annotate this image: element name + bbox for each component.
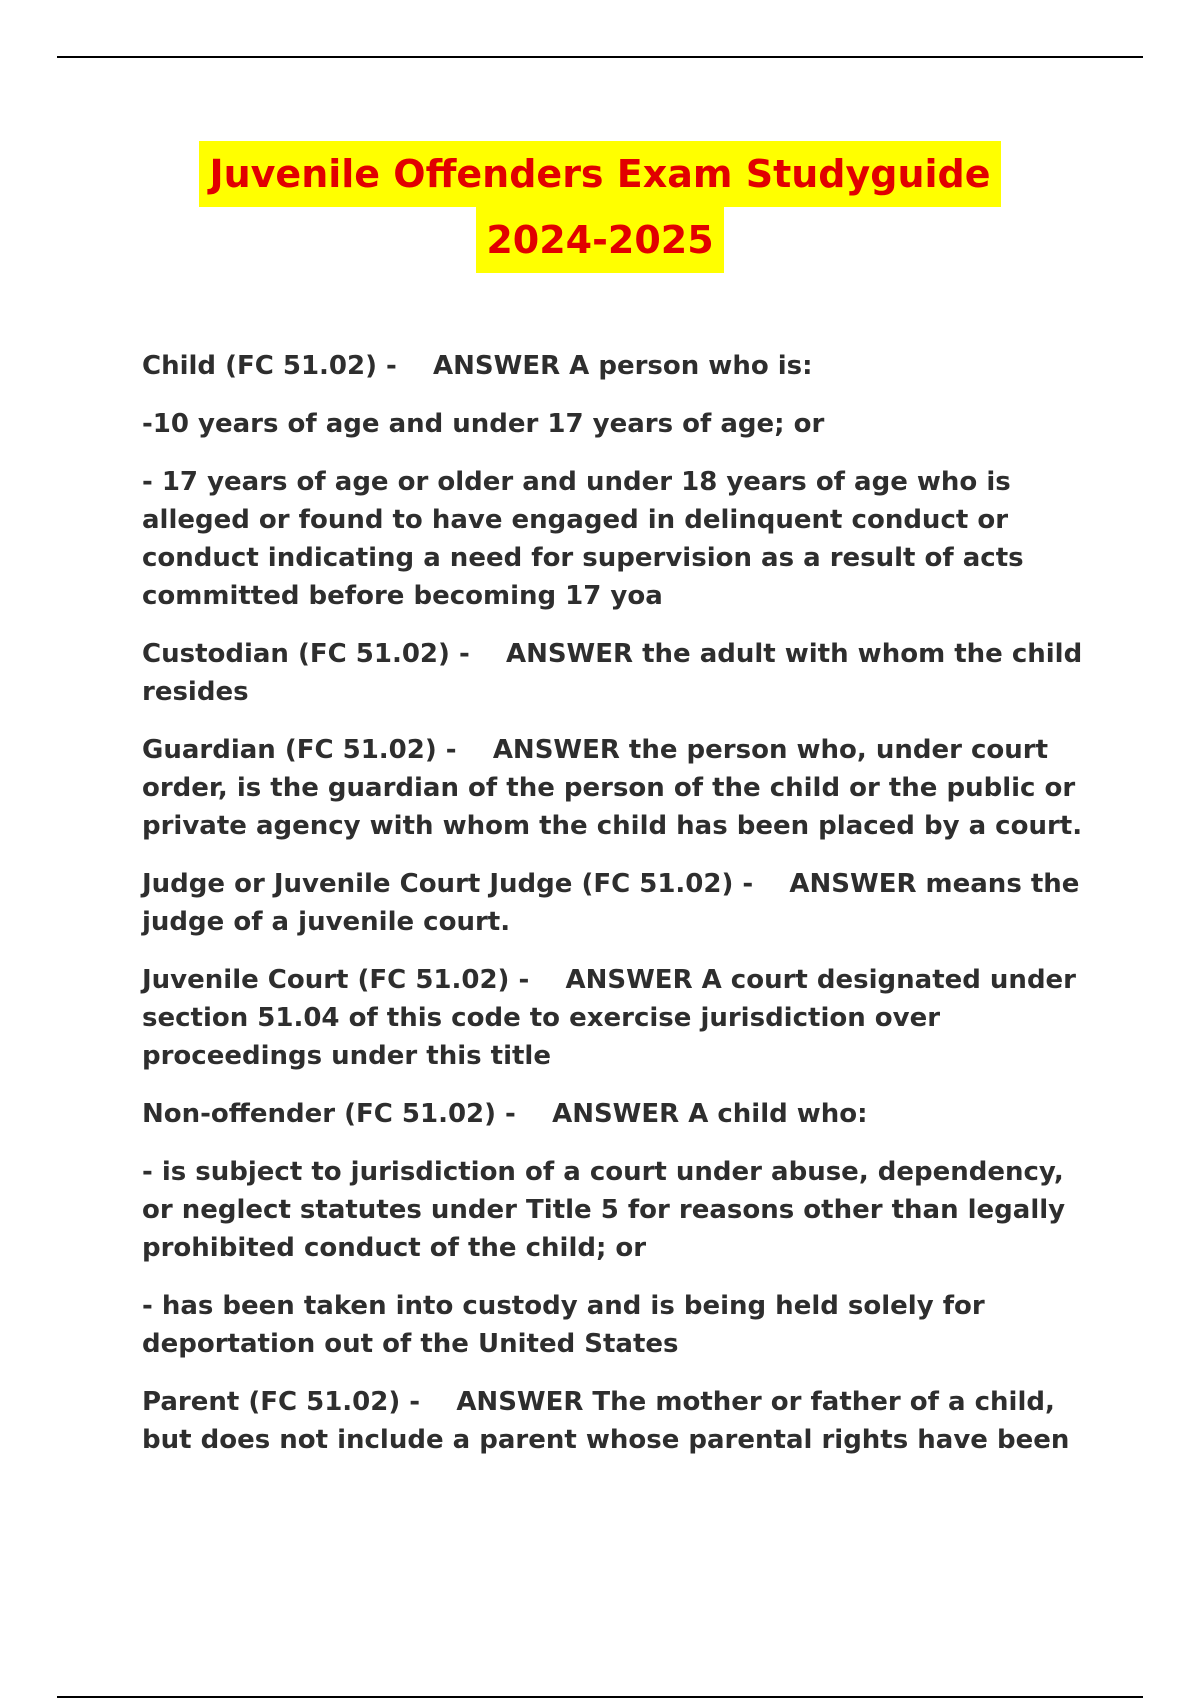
- answer: ANSWER A court designated under section 51.04 of this code to exercise jurisdiction over proceedings under this title: [142, 965, 1077, 1071]
- term: Guardian (FC 51.02) -: [142, 735, 457, 765]
- answer: ANSWER means the judge of a juvenile court.: [142, 869, 1080, 937]
- definition-juvenile-court: [142, 961, 1092, 1075]
- definition-judge: [142, 865, 1092, 941]
- header-rule: [57, 56, 1143, 58]
- definition-non-offender: [142, 1095, 1092, 1133]
- term: Non-offender (FC 51.02) -: [142, 1099, 516, 1129]
- term: Judge or Juvenile Court Judge (FC 51.02) -: [142, 869, 754, 899]
- term: Custodian (FC 51.02) -: [142, 639, 470, 669]
- footer-rule: [57, 1696, 1143, 1698]
- term: Parent (FC 51.02) -: [142, 1387, 421, 1417]
- title-line-1: Juvenile Offenders Exam Studyguide: [199, 141, 1000, 207]
- list-item: - 17 years of age or older and under 18 years of age who is alleged or found to have engaged in delinquent conduct or conduct indicating a need for supervision as a result of acts committed before becoming 17 yoa: [142, 467, 1024, 611]
- definition-custodian: [142, 635, 1092, 711]
- list-item: - has been taken into custody and is being held solely for deportation out of the United States: [142, 1291, 985, 1359]
- study-guide-body: [142, 347, 1092, 1479]
- list-item: - is subject to jurisdiction of a court under abuse, dependency, or neglect statutes under Title 5 for reasons other than legally prohibited conduct of the child; or: [142, 1157, 1066, 1263]
- term: Child (FC 51.02) -: [142, 351, 397, 381]
- list-item: -10 years of age and under 17 years of age; or: [142, 409, 825, 439]
- answer: ANSWER the adult with whom the child resides: [142, 639, 1083, 707]
- answer: ANSWER A child who:: [552, 1099, 868, 1129]
- term: Juvenile Court (FC 51.02) -: [142, 965, 530, 995]
- answer: ANSWER the person who, under court order, is the guardian of the person of the child or the public or private agency with whom the child has been placed by a court.: [142, 735, 1083, 841]
- definition-parent: [142, 1383, 1092, 1459]
- title-line-2: 2024-2025: [476, 207, 723, 273]
- definition-guardian: [142, 731, 1092, 845]
- answer: ANSWER A person who is:: [433, 351, 813, 381]
- document-title: [0, 141, 1200, 273]
- answer: ANSWER The mother or father of a child, but does not include a parent whose parental rights have been: [142, 1387, 1070, 1455]
- definition-child: [142, 347, 1092, 385]
